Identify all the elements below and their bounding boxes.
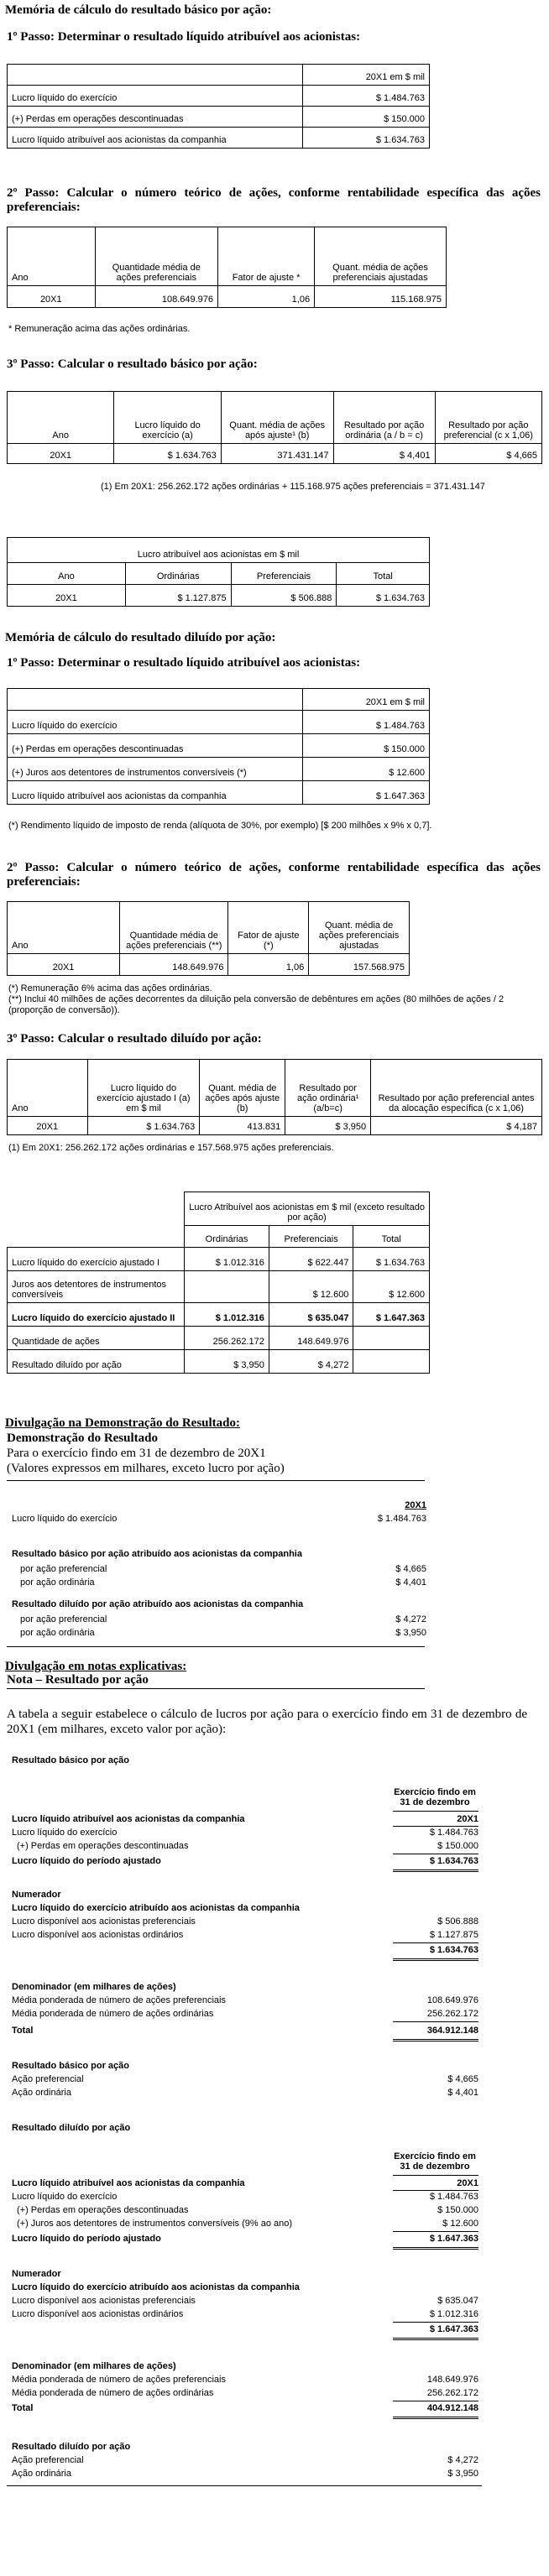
notes-sub: Nota – Resultado por ação bbox=[7, 1673, 149, 1687]
nd-d1: Média ponderada de número de ações preferenciais bbox=[12, 2375, 226, 2385]
nb-d1: Média ponderada de número de ações preferenciais bbox=[12, 1995, 226, 2005]
header-cell: Ano bbox=[8, 902, 120, 954]
cell: 20X1 bbox=[8, 585, 126, 607]
basic-step2-table bbox=[7, 227, 447, 308]
dre-col: 20X1 bbox=[405, 1500, 426, 1510]
nd-l1: Lucro líquido do exercício bbox=[12, 2192, 118, 2202]
header-cell: Ano bbox=[8, 1060, 88, 1117]
row-label: (+) Perdas em operações descontinuadas bbox=[8, 107, 303, 128]
nd-den: Denominador (em milhares de ações) bbox=[12, 2361, 176, 2371]
nb-nv2: $ 1.127.875 bbox=[429, 1930, 478, 1940]
basic-title: Memória de cálculo do resultado básico por ação: bbox=[5, 3, 272, 17]
nb-num: Numerador bbox=[12, 1890, 61, 1900]
row-value: $ 1.484.763 bbox=[303, 711, 430, 734]
header-cell: Fator de ajuste * bbox=[218, 227, 315, 286]
header-cell: Quant. média de ações preferenciais ajustadas bbox=[315, 227, 447, 286]
diluted-step2-title: 2º Passo: Calcular o número teórico de ações, conforme rentabilidade específica das ações preferenciais: bbox=[7, 861, 541, 889]
row-value: $ 150.000 bbox=[303, 734, 430, 758]
nd-rd: Resultado diluído por ação bbox=[12, 2442, 131, 2452]
nb-dv2: 256.262.172 bbox=[426, 2009, 478, 2019]
basic-step1-title: 1º Passo: Determinar o resultado líquido atribuível aos acionistas: bbox=[7, 30, 361, 44]
note-line: (**) Inclui 40 milhões de ações decorrentes da diluição pela conversão de debêntures em ações (80 milhões de ações / 2 (proporção de conversão)). bbox=[8, 994, 505, 1015]
nd-v2: $ 150.000 bbox=[437, 2205, 478, 2215]
header-cell: Total bbox=[353, 1226, 430, 1248]
nd-v1: $ 1.484.763 bbox=[429, 2192, 478, 2202]
diluted-step3-note: (1) Em 20X1: 256.262.172 ações ordinárias e 157.568.975 ações preferenciais. bbox=[8, 1143, 334, 1153]
dre-basic-title: Resultado básico por ação atribuído aos acionistas da companhia bbox=[12, 1549, 302, 1559]
cell: $ 1.012.316 bbox=[185, 1303, 269, 1327]
nb-nt: $ 1.634.763 bbox=[429, 1945, 478, 1955]
nd-nv2: $ 1.012.316 bbox=[429, 2309, 478, 2319]
nb-totv: 364.912.148 bbox=[426, 2026, 478, 2036]
nd-dv2: 256.262.172 bbox=[426, 2388, 478, 2398]
nd-num-title: Lucro líquido do exercício atribuído aos acionistas da companhia bbox=[12, 2282, 300, 2292]
nd-nv1: $ 635.047 bbox=[437, 2296, 478, 2306]
row-label: Quantidade de ações bbox=[8, 1327, 185, 1350]
cell: 1,06 bbox=[228, 954, 309, 976]
nb-l3: Lucro líquido do período ajustado bbox=[12, 1856, 161, 1866]
nb-rp: Ação preferencial bbox=[12, 2074, 84, 2084]
cell: 157.568.975 bbox=[309, 954, 410, 976]
cell: $ 4,187 bbox=[371, 1117, 542, 1135]
dre-basic-pref-value: $ 4,665 bbox=[395, 1564, 426, 1574]
basic-step1-table bbox=[7, 64, 430, 149]
header-cell: Resultado por ação preferencial antes da alocação específica (c x 1,06) bbox=[371, 1060, 542, 1117]
diluted-step3-title: 3º Passo: Calcular o resultado diluído por ação: bbox=[7, 1032, 262, 1046]
nb-tot: Total bbox=[12, 2026, 34, 2036]
cell: 20X1 bbox=[8, 954, 120, 976]
header-cell: Quant. média de ações após ajuste¹ (b) bbox=[221, 392, 333, 444]
nb-num-title: Lucro líquido do exercício atribuído aos acionistas da companhia bbox=[12, 1903, 300, 1913]
row-label: Resultado diluído por ação bbox=[8, 1350, 185, 1374]
header-cell: Fator de ajuste (*) bbox=[228, 902, 309, 954]
row-label: Lucro líquido do exercício bbox=[8, 711, 303, 734]
nb-d2: Média ponderada de número de ações ordinárias bbox=[12, 2009, 214, 2019]
dre-basic-ord-value: $ 4,401 bbox=[395, 1577, 426, 1588]
header-cell: 20X1 em $ mil bbox=[303, 689, 430, 711]
row-value: $ 1.634.763 bbox=[303, 128, 430, 149]
dre-dil-ord: por ação ordinária bbox=[20, 1628, 95, 1638]
cell: $ 12.600 bbox=[269, 1271, 353, 1303]
diluted-step1-table bbox=[7, 688, 430, 805]
header-cell: Lucro atribuível aos acionistas em $ mil bbox=[8, 538, 430, 563]
header-cell: Quant. média de ações preferenciais ajustadas bbox=[309, 902, 410, 954]
header-cell: Quantidade média de ações preferenciais (**) bbox=[120, 902, 228, 954]
diluted-step1-note: (*) Rendimento líquido de imposto de renda (alíquota de 30%, por exemplo) [$ 200 milhões x 9% x 0,7]. bbox=[8, 821, 432, 831]
nb-col-head: Exercício findo em 31 de dezembro bbox=[394, 1787, 476, 1807]
basic-step3-title: 3º Passo: Calcular o resultado básico por ação: bbox=[7, 357, 258, 371]
nd-nt: $ 1.647.363 bbox=[429, 2324, 478, 2334]
diluted-step1-title: 1º Passo: Determinar o resultado líquido atribuível aos acionistas: bbox=[7, 656, 361, 670]
header-cell: Ano bbox=[8, 563, 126, 585]
header-cell: Preferenciais bbox=[231, 563, 337, 585]
nd-rp: Ação preferencial bbox=[12, 2455, 84, 2465]
dre-line2: (Valores expressos em milhares, exceto lucro por ação) bbox=[7, 1462, 285, 1475]
nd-title: Resultado diluído por ação bbox=[12, 2123, 131, 2133]
nd-l3: (+) Juros aos detentores de instrumentos conversíveis (9% ao ano) bbox=[17, 2219, 293, 2229]
diluted-step2-table bbox=[7, 901, 410, 976]
nd-totv: 404.912.148 bbox=[426, 2403, 478, 2413]
dre-dil-ord-value: $ 3,950 bbox=[395, 1628, 426, 1638]
row-label: Juros aos detentores de instrumentos conversíveis bbox=[8, 1271, 185, 1303]
header-cell: Ano bbox=[8, 392, 114, 444]
nd-l2: (+) Perdas em operações descontinuadas bbox=[17, 2205, 189, 2215]
nb-rov: $ 4,401 bbox=[447, 2088, 478, 2098]
nd-num: Numerador bbox=[12, 2269, 61, 2279]
header-cell: Lucro líquido do exercício (a) bbox=[114, 392, 221, 444]
row-value: $ 1.484.763 bbox=[303, 86, 430, 107]
nb-den: Denominador (em milhares de ações) bbox=[12, 1982, 176, 1992]
row-label: (+) Juros aos detentores de instrumentos conversíveis (*) bbox=[8, 758, 303, 781]
nb-l1: Lucro líquido do exercício bbox=[12, 1828, 118, 1838]
cell: $ 1.647.363 bbox=[353, 1303, 430, 1327]
nb-nv1: $ 506.888 bbox=[437, 1916, 478, 1927]
dre-line1: Para o exercício findo em 31 de dezembro de 20X1 bbox=[7, 1447, 266, 1460]
cell: 371.431.147 bbox=[221, 444, 333, 464]
header-cell: Quantidade média de ações preferenciais bbox=[95, 227, 217, 286]
cell: 1,06 bbox=[218, 286, 315, 308]
nb-v3: $ 1.634.763 bbox=[429, 1856, 478, 1866]
nd-col-year: 20X1 bbox=[457, 2178, 478, 2188]
header-cell: Total bbox=[337, 563, 430, 585]
nd-rov: $ 3,950 bbox=[447, 2469, 478, 2479]
cell: 148.649.976 bbox=[120, 954, 228, 976]
row-label: Lucro líquido atribuível aos acionistas da companhia bbox=[8, 781, 303, 805]
header-cell: Lucro Atribuível aos acionistas em $ mil (exceto resultado por ação) bbox=[185, 1192, 430, 1226]
dre-dil-pref: por ação preferencial bbox=[20, 1614, 107, 1624]
cell: $ 506.888 bbox=[231, 585, 337, 607]
nd-dv1: 148.649.976 bbox=[426, 2375, 478, 2385]
notes-heading: Divulgação em notas explicativas: bbox=[5, 1660, 187, 1673]
basic-step3-table bbox=[7, 391, 542, 464]
cell: $ 622.447 bbox=[269, 1248, 353, 1271]
cell bbox=[185, 1271, 269, 1303]
nb-n1: Lucro disponível aos acionistas preferenciais bbox=[12, 1916, 196, 1927]
row-value: $ 1.647.363 bbox=[303, 781, 430, 805]
nd-tot: Total bbox=[12, 2403, 34, 2413]
header-cell: Ordinárias bbox=[125, 563, 231, 585]
cell bbox=[353, 1327, 430, 1350]
dre-basic-ord: por ação ordinária bbox=[20, 1577, 95, 1588]
nd-v4: $ 1.647.363 bbox=[429, 2234, 478, 2244]
diluted-alloc-table bbox=[7, 1192, 430, 1374]
nd-rpv: $ 4,272 bbox=[447, 2455, 478, 2465]
cell: $ 3,950 bbox=[285, 1117, 371, 1135]
cell bbox=[353, 1350, 430, 1374]
nd-v3: $ 12.600 bbox=[442, 2219, 478, 2229]
cell: $ 4,401 bbox=[333, 444, 435, 464]
header-cell: Ordinárias bbox=[185, 1226, 269, 1248]
dre-heading: Divulgação na Demonstração do Resultado: bbox=[5, 1416, 240, 1430]
nd-l4: Lucro líquido do período ajustado bbox=[12, 2234, 161, 2244]
header-cell: Quant. média de ações após ajuste (b) bbox=[200, 1060, 285, 1117]
nb-l2: (+) Perdas em operações descontinuadas bbox=[17, 1841, 189, 1851]
cell: 148.649.976 bbox=[269, 1327, 353, 1350]
diluted-step2-notes bbox=[8, 983, 537, 1016]
nb-v1: $ 1.484.763 bbox=[429, 1828, 478, 1838]
dre-lucro-value: $ 1.484.763 bbox=[377, 1514, 426, 1524]
nb-rpv: $ 4,665 bbox=[447, 2074, 478, 2084]
row-label: Lucro líquido atribuível aos acionistas da companhia bbox=[8, 128, 303, 149]
dre-dil-title: Resultado diluído por ação atribuído aos acionistas da companhia bbox=[12, 1599, 304, 1609]
diluted-title: Memória de cálculo do resultado diluído por ação: bbox=[5, 631, 276, 644]
nb-v2: $ 150.000 bbox=[437, 1841, 478, 1851]
row-label: Lucro líquido do exercício ajustado II bbox=[8, 1303, 185, 1327]
cell: 108.649.976 bbox=[95, 286, 217, 308]
nd-attr: Lucro líquido atribuível aos acionistas da companhia bbox=[12, 2178, 245, 2188]
cell: 20X1 bbox=[8, 1117, 88, 1135]
cell: 20X1 bbox=[8, 286, 96, 308]
nd-ro: Ação ordinária bbox=[12, 2469, 71, 2479]
dre-sub: Demonstração do Resultado bbox=[7, 1431, 158, 1445]
cell: 256.262.172 bbox=[185, 1327, 269, 1350]
notes-paragraph: A tabela a seguir estabelece o cálculo de lucros por ação para o exercício findo em 31 de dezembro de 20X1 (em milhares, exceto valor por ação): bbox=[7, 1708, 527, 1736]
header-cell: Ano bbox=[8, 227, 96, 286]
dre-dil-pref-value: $ 4,272 bbox=[395, 1614, 426, 1624]
cell: 115.168.975 bbox=[315, 286, 447, 308]
header-cell: Resultado por ação ordinária¹ (a/b=c) bbox=[285, 1060, 371, 1117]
nb-col-year: 20X1 bbox=[457, 1814, 478, 1824]
cell: $ 1.634.763 bbox=[114, 444, 221, 464]
nb-dv1: 108.649.976 bbox=[426, 1995, 478, 2005]
header-cell: Lucro líquido do exercício ajustado I (a) em $ mil bbox=[87, 1060, 200, 1117]
cell: $ 1.634.763 bbox=[353, 1248, 430, 1271]
basic-alloc-table bbox=[7, 537, 430, 607]
cell: $ 1.012.316 bbox=[185, 1248, 269, 1271]
dre-basic-pref: por ação preferencial bbox=[20, 1564, 107, 1574]
header-cell: Preferenciais bbox=[269, 1226, 353, 1248]
cell: $ 1.634.763 bbox=[337, 585, 430, 607]
basic-step3-note: (1) Em 20X1: 256.262.172 ações ordinárias + 115.168.975 ações preferenciais = 371.431.147 bbox=[101, 482, 485, 492]
cell: $ 4,272 bbox=[269, 1350, 353, 1374]
nb-rb: Resultado básico por ação bbox=[12, 2061, 129, 2071]
nb-n2: Lucro disponível aos acionistas ordinários bbox=[12, 1930, 184, 1940]
diluted-step3-table bbox=[7, 1059, 542, 1135]
header-cell: Resultado por ação preferencial (c x 1,06) bbox=[435, 392, 541, 444]
row-value: $ 150.000 bbox=[303, 107, 430, 128]
row-label: (+) Perdas em operações descontinuadas bbox=[8, 734, 303, 758]
nd-n1: Lucro disponível aos acionistas preferenciais bbox=[12, 2296, 196, 2306]
cell: $ 635.047 bbox=[269, 1303, 353, 1327]
basic-step2-title: 2º Passo: Calcular o número teórico de ações, conforme rentabilidade específica das ações preferenciais: bbox=[7, 186, 541, 214]
header-cell: Resultado por ação ordinária (a / b = c) bbox=[333, 392, 435, 444]
note-line: (*) Remuneração 6% acima das ações ordinárias. bbox=[8, 983, 212, 993]
nb-attr: Lucro líquido atribuível aos acionistas da companhia bbox=[12, 1814, 245, 1824]
row-value: $ 12.600 bbox=[303, 758, 430, 781]
cell: 413.831 bbox=[200, 1117, 285, 1135]
cell: $ 3,950 bbox=[185, 1350, 269, 1374]
cell: 20X1 bbox=[8, 444, 114, 464]
cell: $ 4,665 bbox=[435, 444, 541, 464]
nb-ro: Ação ordinária bbox=[12, 2088, 71, 2098]
nd-d2: Média ponderada de número de ações ordinárias bbox=[12, 2388, 214, 2398]
basic-step2-note: * Remuneração acima das ações ordinárias. bbox=[8, 324, 191, 334]
cell: $ 12.600 bbox=[353, 1271, 430, 1303]
row-label: Lucro líquido do exercício ajustado I bbox=[8, 1248, 185, 1271]
header-cell: 20X1 em $ mil bbox=[303, 65, 430, 86]
dre-lucro-label: Lucro líquido do exercício bbox=[12, 1514, 118, 1524]
nd-n2: Lucro disponível aos acionistas ordinários bbox=[12, 2309, 184, 2319]
cell: $ 1.127.875 bbox=[125, 585, 231, 607]
cell: $ 1.634.763 bbox=[87, 1117, 200, 1135]
nb-title: Resultado básico por ação bbox=[12, 1755, 129, 1765]
row-label: Lucro líquido do exercício bbox=[8, 86, 303, 107]
nd-col-head: Exercício findo em 31 de dezembro bbox=[394, 2151, 476, 2172]
